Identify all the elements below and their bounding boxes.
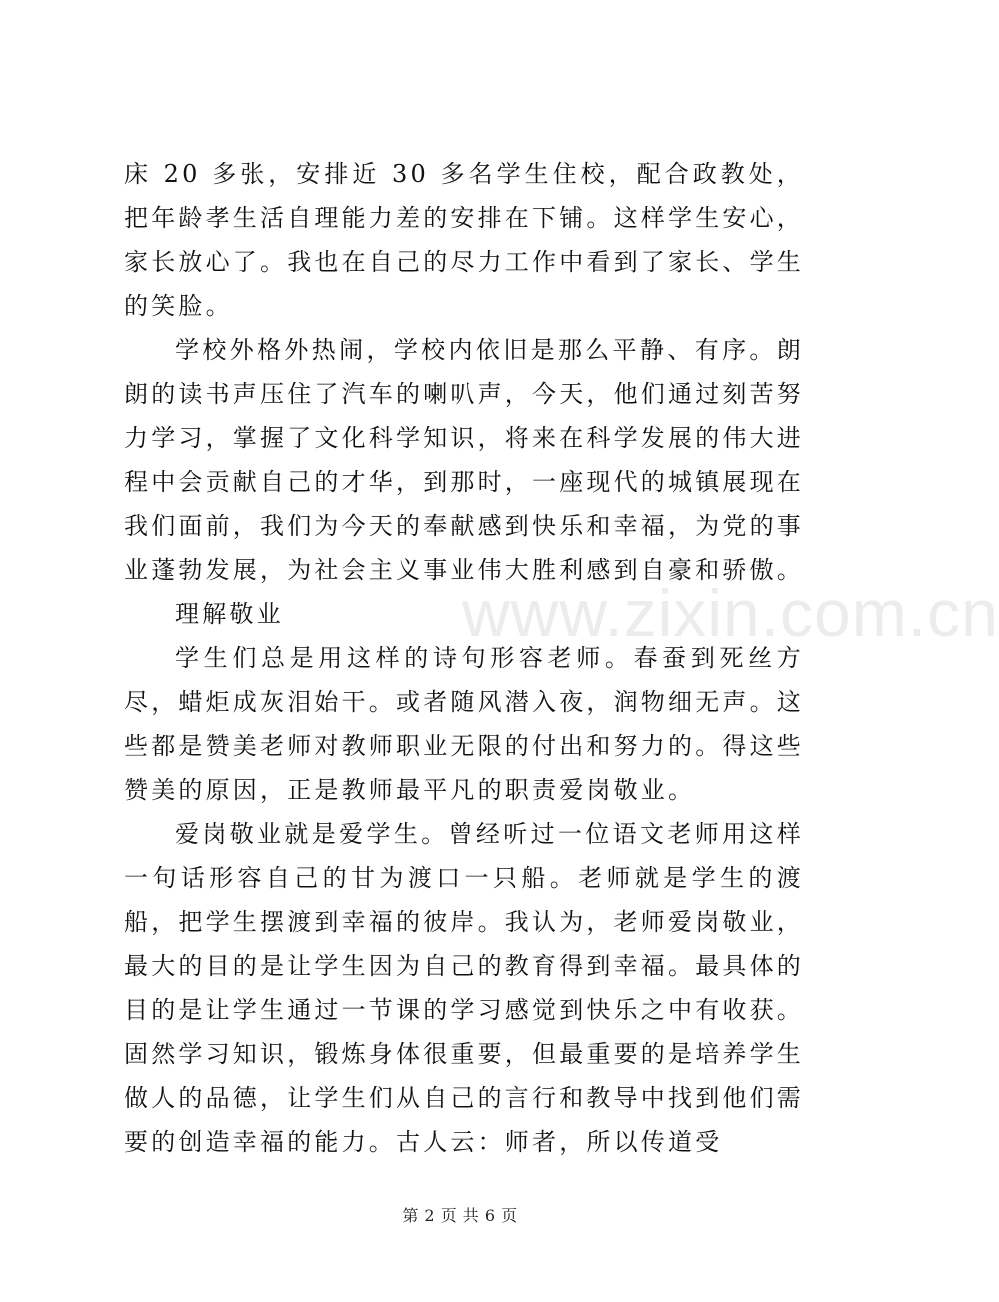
paragraph-4: 爱岗敬业就是爱学生。曾经听过一位语文老师用这样一句话形容自己的甘为渡口一只船。老师就是学生的渡船，把学生摆渡到幸福的彼岸。我认为，老师爱岗敬业，最大的目的是让学生因为自己的教育得到幸福。最具体的目的是让学生通过一节课的学习感觉到快乐之中有收获。固然学习知识，锻炼身体很重要，但最重要的是培养学生做人的品德，让学生们从自己的言行和教导中找到他们需要的创造幸福的能力。古人云：师者，所以传道受: [124, 820, 804, 1156]
watermark: www.zixin.com.cn: [462, 576, 999, 650]
page-footer: 第 2 页 共 6 页: [402, 1206, 518, 1225]
section-heading: 理解敬业: [175, 600, 284, 628]
paragraph-3: 学生们总是用这样的诗句形容老师。春蚕到死丝方尽，蜡炬成灰泪始干。或者随风潜入夜，润物细无声。这些都是赞美老师对教师职业无限的付出和努力的。得这些赞美的原因，正是教师最平凡的职责爱岗敬业。: [124, 644, 804, 804]
paragraph-2: 学校外格外热闹，学校内依旧是那么平静、有序。朗朗的读书声压住了汽车的喇叭声，今天，他们通过刻苦努力学习，掌握了文化科学知识，将来在科学发展的伟大进程中会贡献自己的才华，到那时，一座现代的城镇展现在我们面前，我们为今天的奉献感到快乐和幸福，为党的事业蓬勃发展，为社会主义事业伟大胜利感到自豪和骄傲。: [124, 336, 804, 584]
document-body: [124, 152, 804, 1164]
paragraph-1: 床 20 多张，安排近 30 多名学生住校，配合政教处，把年龄孝生活自理能力差的安排在下铺。这样学生安心，家长放心了。我也在自己的尽力工作中看到了家长、学生的笑脸。: [124, 160, 804, 320]
